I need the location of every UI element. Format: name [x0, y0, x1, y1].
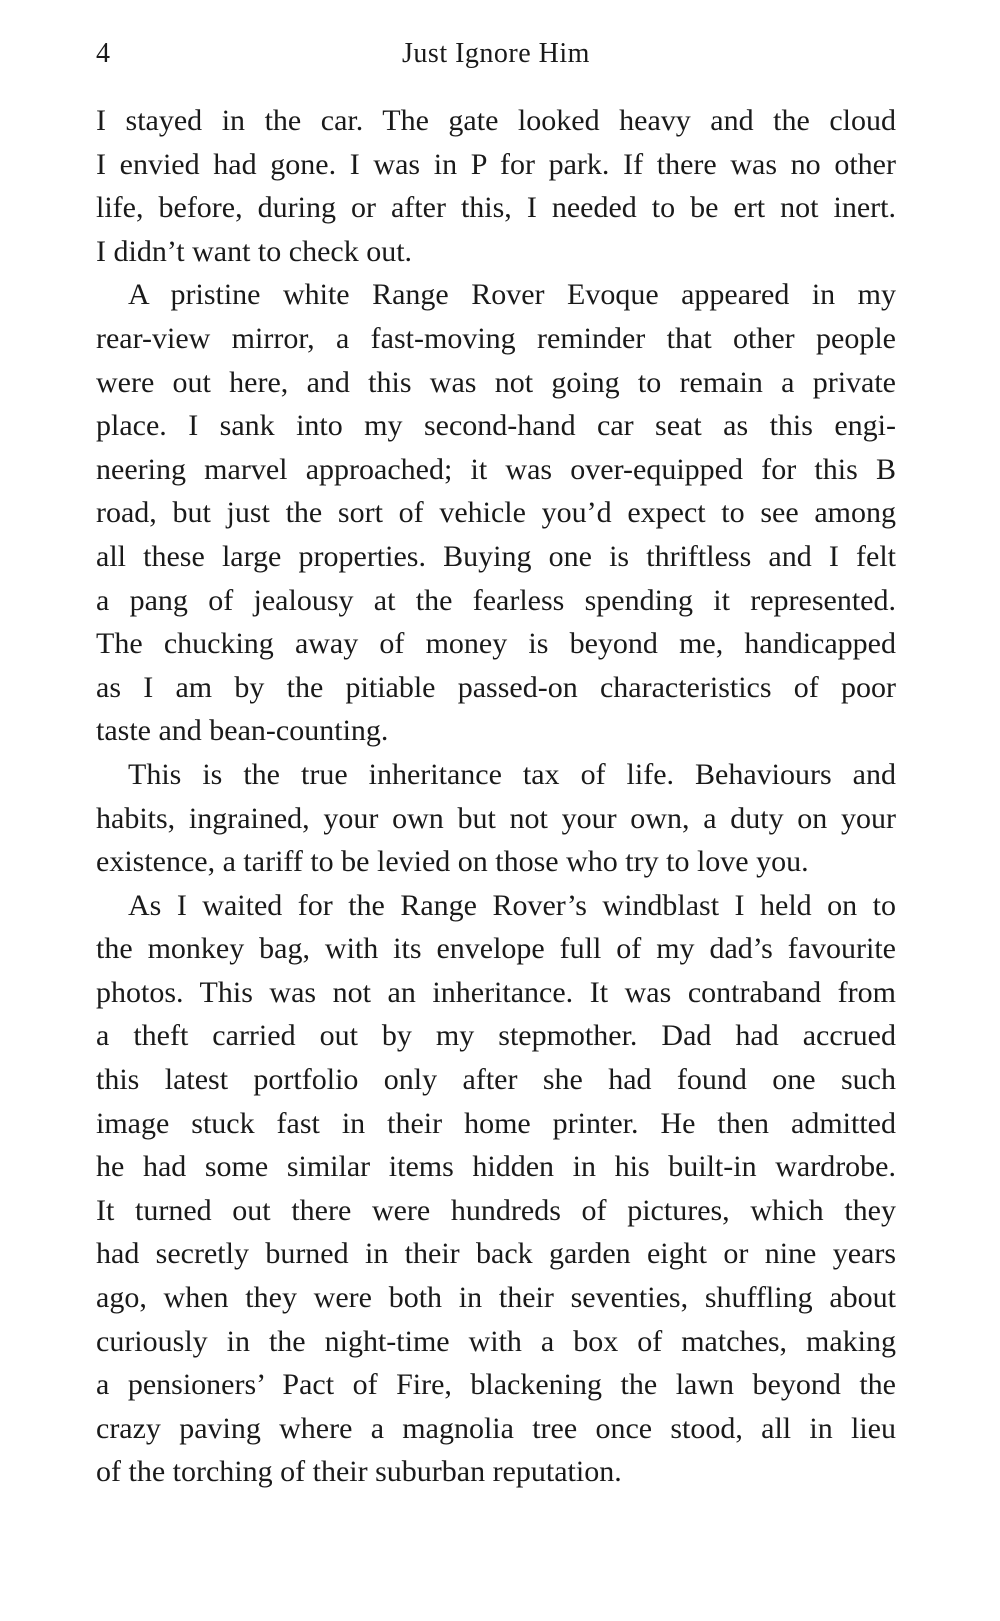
text-line: the monkey bag, with its envelope full of my dad’s favourite	[96, 932, 896, 966]
text-line: he had some similar items hidden in his built-in wardrobe.	[96, 1150, 896, 1184]
text-line: The chucking away of money is beyond me, handicapped	[96, 627, 896, 661]
text-line: as I am by the pitiable passed-on characteristics of poor	[96, 670, 896, 704]
text-line: curiously in the night-time with a box of matches, making	[96, 1324, 896, 1358]
text-line: a theft carried out by my stepmother. Dad had accrued	[96, 1019, 896, 1053]
text-line: all these large properties. Buying one is thriftless and I felt	[96, 539, 896, 573]
text-line: place. I sank into my second-hand car seat as this engi-	[96, 409, 896, 443]
text-line: had secretly burned in their back garden eight or nine years	[96, 1237, 896, 1271]
text-line: crazy paving where a magnolia tree once stood, all in lieu	[96, 1411, 896, 1445]
text-line: this latest portfolio only after she had found one such	[96, 1063, 896, 1097]
text-line: taste and bean-counting.	[96, 714, 389, 748]
paragraph	[96, 273, 896, 753]
text-line: It turned out there were hundreds of pictures, which they	[96, 1193, 896, 1227]
running-head	[96, 34, 896, 74]
text-line: a pensioners’ Pact of Fire, blackening the lawn beyond the	[96, 1368, 896, 1402]
text-line: life, before, during or after this, I needed to be ert not inert.	[96, 191, 896, 225]
text-line: existence, a tariff to be levied on those who try to love you.	[96, 845, 809, 879]
text-line: I didn’t want to check out.	[96, 234, 413, 268]
text-line: I envied had gone. I was in P for park. If there was no other	[96, 147, 896, 181]
text-line: were out here, and this was not going to remain a private	[96, 365, 896, 399]
text-line: habits, ingrained, your own but not your own, a duty on your	[96, 801, 896, 835]
paragraph	[96, 884, 896, 1494]
running-title: Just Ignore Him	[402, 38, 590, 69]
text-line: neering marvel approached; it was over-equipped for this B	[96, 452, 896, 486]
text-line: of the torching of their suburban reputation.	[96, 1455, 622, 1489]
text-line: ago, when they were both in their seventies, shuffling about	[96, 1281, 896, 1315]
paragraph	[96, 99, 896, 273]
text-line: rear-view mirror, a fast-moving reminder that other people	[96, 321, 896, 355]
page-number: 4	[96, 38, 110, 69]
text-line: I stayed in the car. The gate looked heavy and the cloud	[96, 104, 896, 137]
text-line: A pristine white Range Rover Evoque appeared in my	[128, 278, 896, 312]
text-line: As I waited for the Range Rover’s windblast I held on to	[128, 888, 896, 922]
text-line: a pang of jealousy at the fearless spending it represented.	[96, 583, 896, 617]
text-line: road, but just the sort of vehicle you’d expect to see among	[96, 496, 896, 530]
text-line: This is the true inheritance tax of life. Behaviours and	[128, 757, 896, 791]
body-text	[96, 99, 896, 1494]
text-line: image stuck fast in their home printer. He then admitted	[96, 1106, 896, 1140]
paragraph	[96, 753, 896, 884]
text-line: photos. This was not an inheritance. It was contraband from	[96, 975, 896, 1009]
